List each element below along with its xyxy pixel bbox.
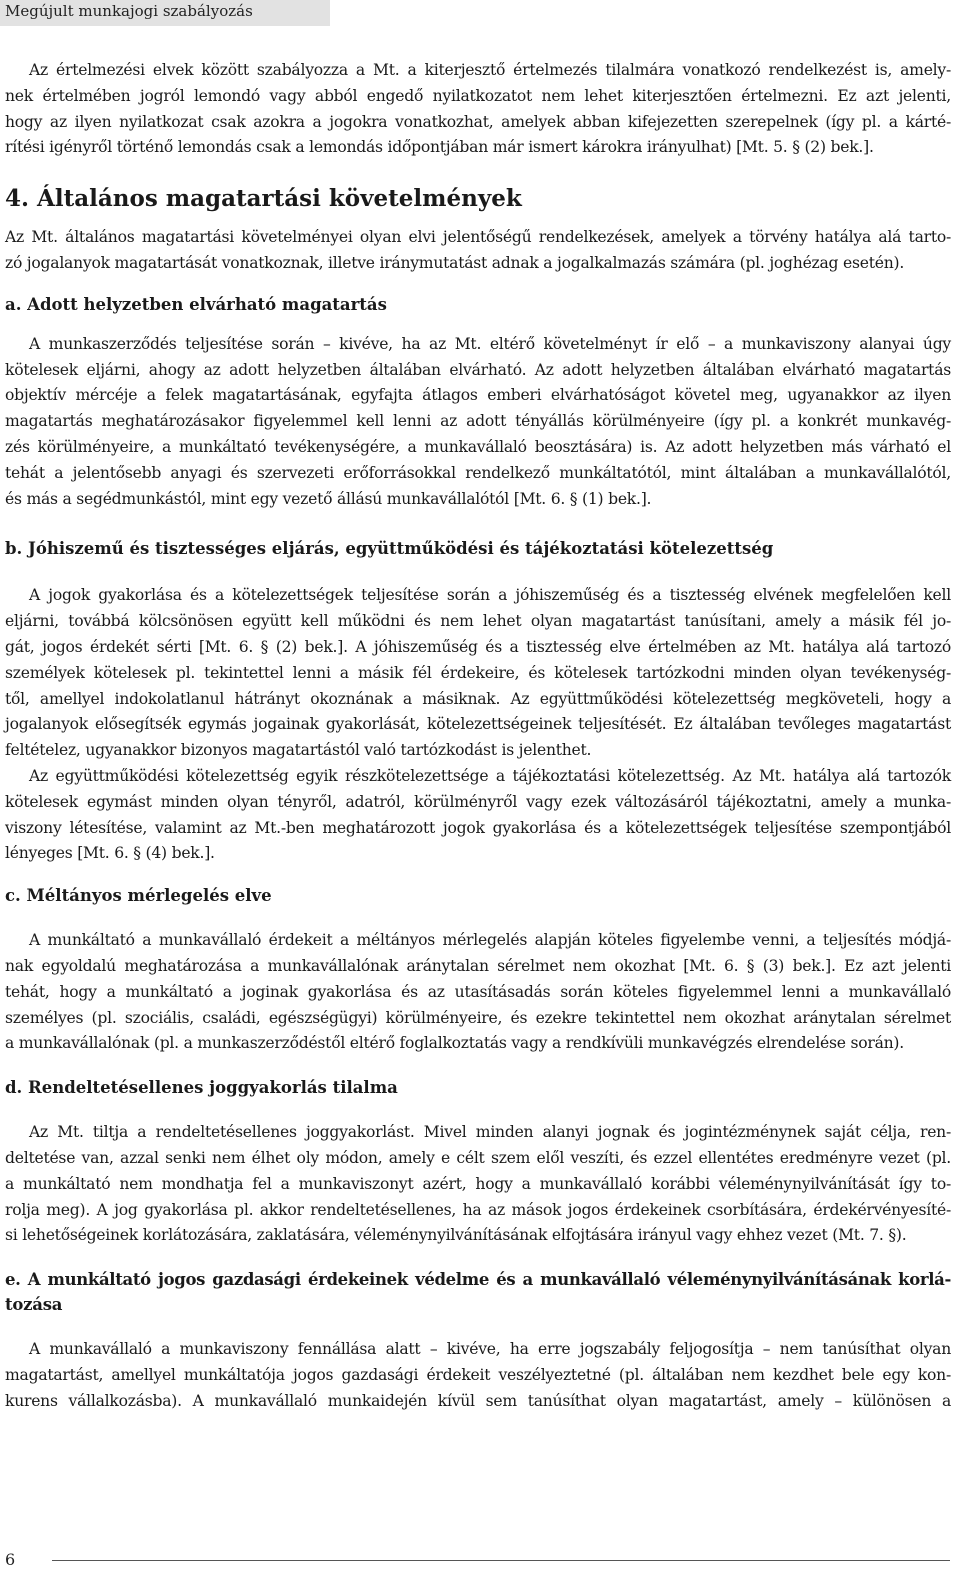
text-line: Az Mt. tiltja a rendeltetésellenes joggyakorlást. Mivel minden alanyi jognak és jogintézménynek saját célja, ren- xyxy=(29,1123,951,1142)
subsection-heading-c: c. Méltányos mérlegelés elve xyxy=(5,886,272,906)
subsection-e-paragraph xyxy=(5,1337,951,1414)
text-line: tehát a jelentősebb anyagi és szervezeti erőforrásokkal rendelkező munkáltatótól, mint általában a munkavállalótól, xyxy=(5,463,951,482)
subsection-heading-b: b. Jóhiszemű és tisztességes eljárás, együttműködési és tájékoztatási kötelezettség xyxy=(5,539,774,559)
text-line: rítési igényről történő lemondás csak a lemondás időpontjában már ismert károkra irányulhat) [Mt. 5. § (2) bek.]. xyxy=(5,138,874,157)
text-line: nek értelmében jogról lemondó vagy abból engedő nyilatkozatot nem lehet kiterjesztően értelmezni. Ez azt jelenti, xyxy=(5,86,951,105)
text-line: kötelesek eljárni, ahogy az adott helyzetben általában elvárható. Az adott helyzetben általában elvárható magatartás xyxy=(5,360,951,379)
text-line: Az értelmezési elvek között szabályozza a Mt. a kiterjesztő értelmezés tilalmára vonatkozó rendelkezést is, amely- xyxy=(29,61,951,79)
page-number: 6 xyxy=(5,1550,16,1569)
text-line: magatartást, amellyel munkáltatója jogos gazdasági érdekeit veszélyeztetné (pl. általában nem kezdhet bele egy kon- xyxy=(5,1365,951,1384)
text-line: Az Mt. általános magatartási követelményei olyan elvi jelentőségű rendelkezések, amelyek a törvény hatálya alá tarto- xyxy=(5,228,951,247)
text-line: a munkavállalónak (pl. a munkaszerződéstől eltérő foglalkoztatás vagy a rendkívüli munkavégzés elrendelése során). xyxy=(5,1034,904,1053)
section-paragraph xyxy=(5,225,951,277)
text-line: lényeges [Mt. 6. § (4) bek.]. xyxy=(5,844,215,863)
subsection-heading-e xyxy=(5,1267,951,1317)
subsection-d-paragraph xyxy=(5,1120,951,1249)
subsection-c-paragraph xyxy=(5,928,951,1057)
text-line: kötelesek egymást minden olyan tényről, adatról, körülményről vagy ezek változásáról tájékoztatni, amely a munka- xyxy=(5,792,951,811)
text-line: objektív mércéje a felek magatartásának, egyfajta átlagos emberi elvárhatóságot követel meg, ugyanakkor az ilyen xyxy=(5,386,951,405)
page-content xyxy=(5,58,951,1414)
text-line: jogalanyok elősegítsék egymás jogainak gyakorlását, kötelezettségeinek teljesítését. Ez általában tevőleges magatartást xyxy=(5,715,951,734)
text-line: deltetése van, azzal senki nem élhet oly módon, amely e célt szem elől veszíti, és ezzel ellentétes eredményre vezet (pl. xyxy=(5,1148,951,1167)
text-line: A munkáltató a munkavállaló érdekeit a méltányos mérlegelés alapján köteles figyelembe venni, a teljesítés módjá- xyxy=(29,931,951,950)
text-line: feltételez, ugyanakkor bizonyos magatartástól való tartózkodást is jelenthet. xyxy=(5,741,592,760)
text-line: si lehetőségeinek korlátozására, zaklatására, véleménynyilvánításának elfojtására irányul vagy ehhez vezet (Mt. 7. §). xyxy=(5,1226,907,1245)
text-line: rolja meg). A jog gyakorlása pl. akkor rendeltetésellenes, ha az mások jogos érdekeinek csorbítására, érdekérvényesíté- xyxy=(5,1200,951,1219)
subsection-heading-a: a. Adott helyzetben elvárható magatartás xyxy=(5,294,387,314)
text-line: hogy az ilyen nyilatkozat csak azokra a jogokra vonatkozhat, amelyek abban kifejezetten szerepelnek (így pl. a kárté- xyxy=(5,112,951,131)
subsection-a-paragraph xyxy=(5,332,951,513)
text-line: eljárni, továbbá kölcsönösen együtt kell működni és nem lehet olyan magatartást tanúsítani, amely a másik fél jo- xyxy=(5,612,951,631)
heading-line: e. A munkáltató jogos gazdasági érdekeinek védelme és a munkavállaló véleménynyilvánításának korlá- xyxy=(5,1270,951,1290)
text-line: zó jogalanyok magatartását vonatkoznak, illetve iránymutatást adnak a jogalkalmazás számára (pl. joghézag esetén). xyxy=(5,253,905,272)
subsection-b-paragraph-2 xyxy=(5,764,951,867)
text-line: személyek kötelesek pl. tekintettel lenni a másik fél érdekeire, és kötelesek tartózkodni minden olyan tevékenység- xyxy=(5,663,951,682)
section-heading: 4. Általános magatartási követelmények xyxy=(5,185,522,213)
text-line: A munkaszerződés teljesítése során – kivéve, ha az Mt. eltérő követelményt ír elő – a munkaviszony alanyai úgy xyxy=(29,334,951,353)
text-line: személyes (pl. szociális, családi, egészségügyi) körülményeire, és ezekre tekintettel nem okozhat aránytalan sérelmet xyxy=(5,1008,951,1027)
heading-line: tozása xyxy=(5,1295,63,1315)
text-line: A jogok gyakorlása és a kötelezettségek teljesítése során a jóhiszeműség és a tisztesség elvének megfelelően kell xyxy=(29,586,951,605)
text-line: A munkavállaló a munkaviszony fennállása alatt – kivéve, ha erre jogszabály feljogosítja – nem tanúsíthat olyan xyxy=(29,1340,951,1359)
text-line: től, amellyel indokolatlanul hátrányt okoznának a másiknak. Az együttműködési kötelezettség megköveteli, hogy a xyxy=(5,689,951,708)
running-header xyxy=(0,0,330,26)
text-line: Az együttműködési kötelezettség egyik részkötelezettsége a tájékoztatási kötelezettség. Az Mt. hatálya alá tartozók xyxy=(29,766,951,785)
text-line: és más a segédmunkástól, mint egy vezető állású munkavállalótól [Mt. 6. § (1) bek.]. xyxy=(5,489,652,508)
text-line: zés körülményeire, a munkáltató tevékenységére, a munkavállaló beosztására) is. Az adott helyzetben más várható el xyxy=(5,437,951,456)
text-line: nak egyoldalú meghatározása a munkavállalónak aránytalan sérelmet nem okozhat [Mt. 6. § (3) bek.]. Ez azt jelenti xyxy=(5,956,951,975)
subsection-heading-d: d. Rendeltetésellenes joggyakorlás tilalma xyxy=(5,1078,398,1098)
text-line: tehát, hogy a munkáltató a joginak gyakorlása és az utasításadás során köteles figyelemmel lenni a munkavállaló xyxy=(5,982,951,1001)
text-line: viszony létesítése, valamint az Mt.-ben meghatározott jogok gyakorlása és a kötelezettségek teljesítése szempontjából xyxy=(5,818,951,837)
intro-paragraph xyxy=(5,58,951,161)
text-line: gát, jogos érdekét sérti [Mt. 6. § (2) bek.]. A jóhiszeműség és a tisztesség elve értelmében az Mt. hatálya alá tartozó xyxy=(5,637,951,656)
text-line: magatartás meghatározásakor figyelemmel kell lenni az adott tényállás körülményeire (így pl. a konkrét munkavég- xyxy=(5,412,951,431)
subsection-b-paragraph-1 xyxy=(5,583,951,764)
text-line: a munkáltató nem mondhatja fel a munkaviszonyt azért, hogy a munkavállaló korábbi véleménynyilvánítását így to- xyxy=(5,1174,951,1193)
text-line: kurens vállalkozásba). A munkavállaló munkaidején kívül sem tanúsíthat olyan magatartást, amely – különösen a xyxy=(5,1391,951,1410)
running-header-title: Megújult munkajogi szabályozás xyxy=(5,2,253,20)
footer-rule xyxy=(52,1560,950,1561)
